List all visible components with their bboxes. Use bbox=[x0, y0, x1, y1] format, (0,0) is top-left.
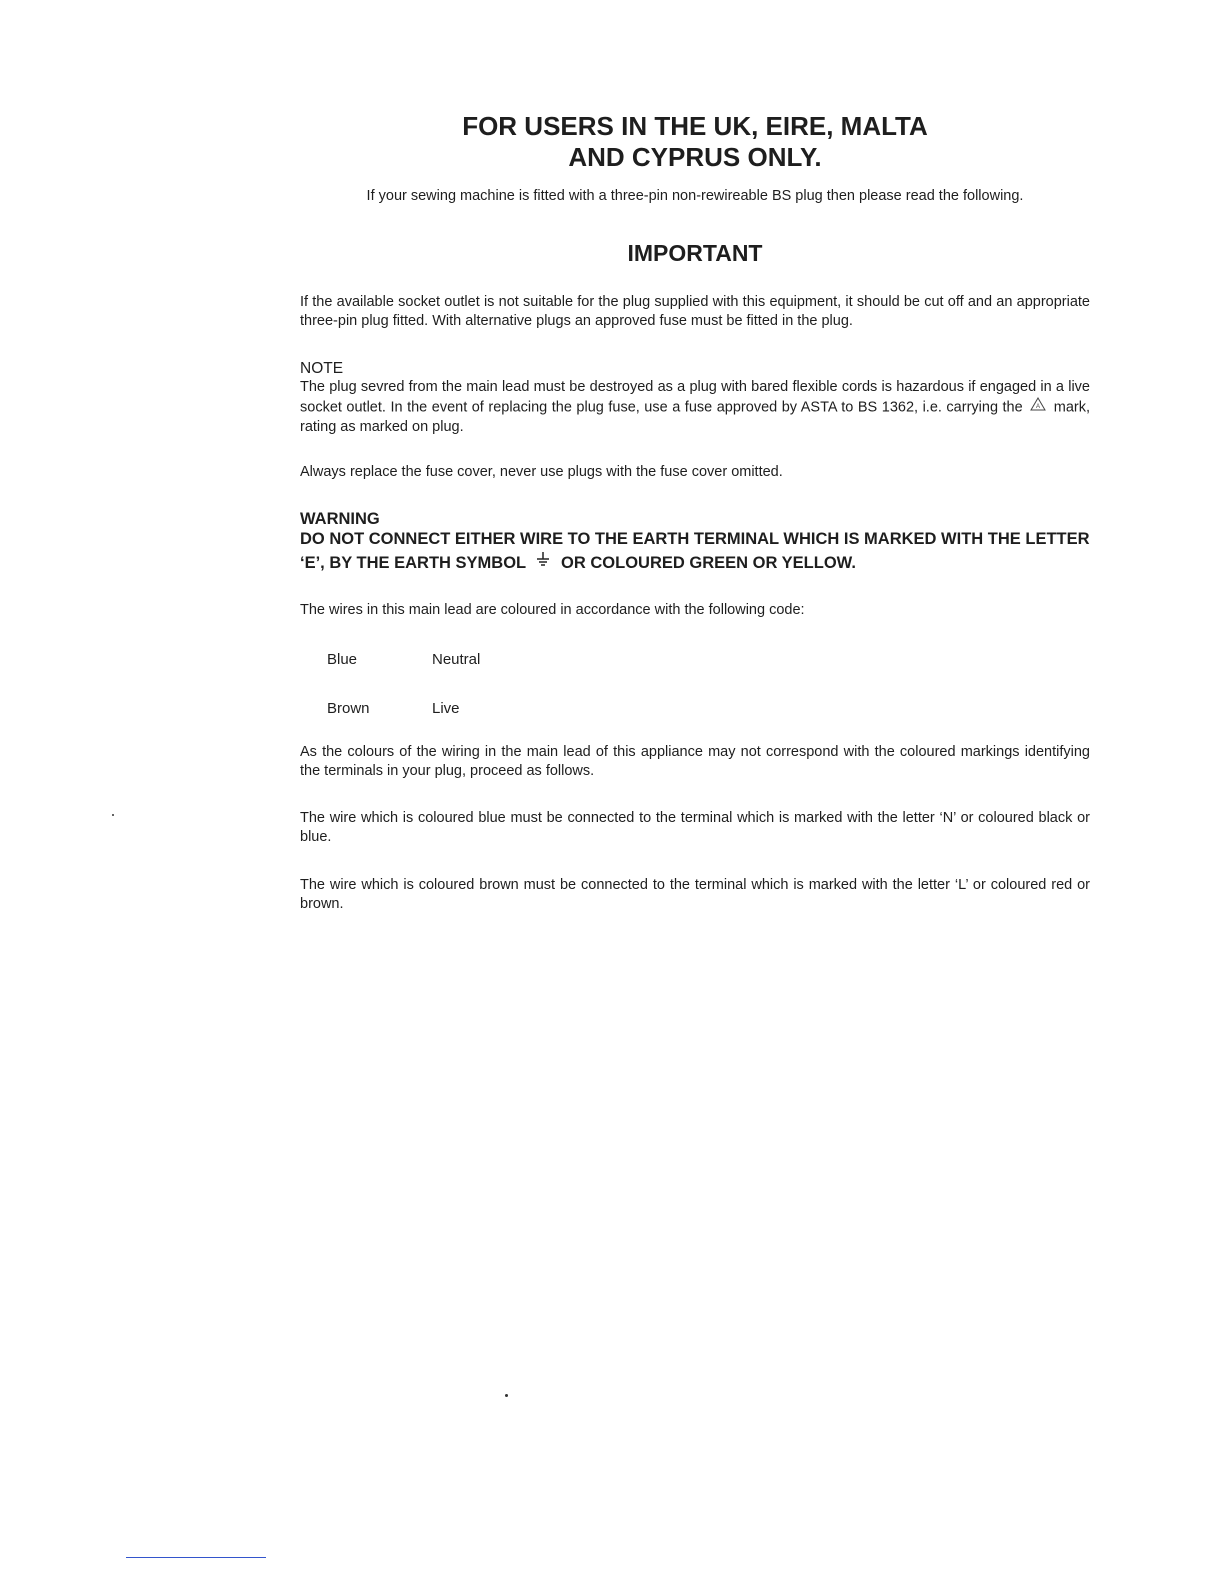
warning-text-end: OR COLOURED GREEN OR YELLOW. bbox=[561, 554, 856, 572]
blue-wire-text: The wire which is coloured blue must be connected to the terminal which is marked with the letter ‘N’ or coloured black or blue. bbox=[300, 810, 1090, 845]
fuse-cover-text: Always replace the fuse cover, never use plugs with the fuse cover omitted. bbox=[300, 464, 783, 480]
scan-speck bbox=[505, 1394, 508, 1397]
wire-code-row bbox=[327, 700, 460, 717]
correspond-text: As the colours of the wiring in the main lead of this appliance may not correspond with the coloured markings identifying the terminals in your plug, proceed as follows. bbox=[300, 744, 1090, 779]
intro-text: If your sewing machine is fitted with a three-pin non-rewireable BS plug then please read the following. bbox=[366, 188, 1024, 204]
wire-colour: Blue bbox=[327, 651, 358, 668]
page-title-line-1: FOR USERS IN THE UK, EIRE, MALTA bbox=[462, 111, 928, 141]
brown-wire-text: The wire which is coloured brown must be connected to the terminal which is marked with the letter ‘L’ or coloured red or brown. bbox=[300, 877, 1090, 912]
footer-rule bbox=[126, 1557, 266, 1558]
warning-text-start: DO NOT CONNECT EITHER WIRE TO THE EARTH TERMINAL WHICH IS MARKED WITH THE LETTER ‘E’, BY THE EARTH SYMBOL bbox=[300, 530, 1090, 572]
scan-speck bbox=[112, 814, 114, 816]
note-text bbox=[300, 378, 1090, 437]
important-heading: IMPORTANT bbox=[627, 240, 763, 266]
page-title-line-2: AND CYPRUS ONLY. bbox=[568, 142, 822, 172]
important-text: If the available socket outlet is not suitable for the plug supplied with this equipment, it should be cut off and an appropriate three-pin plug fitted. With alternative plugs an approved fuse must be fitted in the plug. bbox=[300, 294, 1090, 329]
wires-intro-text: The wires in this main lead are coloured in accordance with the following code: bbox=[300, 602, 805, 618]
earth-symbol-icon bbox=[530, 550, 556, 574]
warning-text bbox=[300, 529, 1090, 574]
asta-mark-icon bbox=[1027, 397, 1049, 418]
warning-label: WARNING bbox=[300, 510, 380, 528]
svg-text:A: A bbox=[1036, 404, 1041, 410]
wire-colour: Brown bbox=[327, 700, 370, 717]
wire-code-row bbox=[327, 651, 480, 668]
wire-meaning: Live bbox=[432, 700, 460, 717]
note-label: NOTE bbox=[300, 360, 344, 377]
note-text-end: mark, rating as marked on plug. bbox=[300, 399, 1090, 435]
wire-meaning: Neutral bbox=[432, 651, 481, 668]
note-text-start: The plug sevred from the main lead must be destroyed as a plug with bared flexible cords is hazardous if engaged in a live socket outlet. In the event of replacing the plug fuse, use a fuse approved by ASTA to BS 1362, i.e. carrying the bbox=[300, 379, 1090, 416]
